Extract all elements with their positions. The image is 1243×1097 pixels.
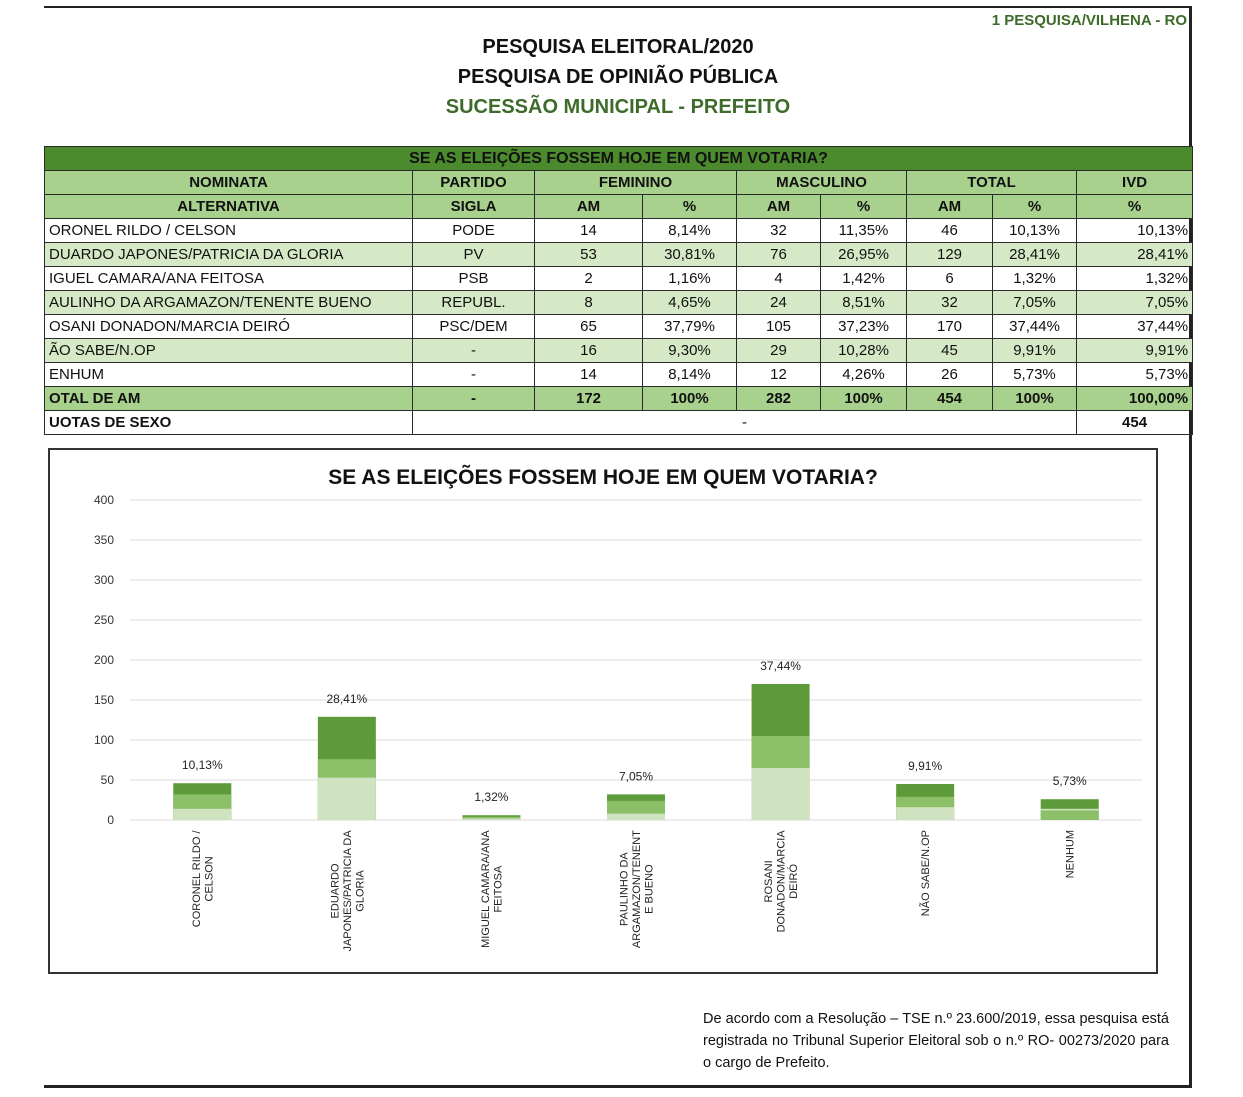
- quota-mid: -: [413, 411, 1077, 435]
- cell-fem-am: 16: [535, 339, 643, 363]
- registration-note: De acordo com a Resolução – TSE n.º 23.600/2019, essa pesquisa está registrada no Tribunal Superior Eleitoral sob o n.º RO- 00273/2020 para o cargo de Prefeito.: [703, 1011, 1169, 1071]
- table-quota-row: [45, 411, 1193, 435]
- cell-candidate: ENHUM: [45, 363, 413, 387]
- cell-candidate: OSANI DONADON/MARCIA DEIRÓ: [45, 315, 413, 339]
- bar-segment: [1041, 810, 1099, 820]
- x-category-label: [1065, 830, 1077, 878]
- cell-party: REPUBL.: [413, 291, 535, 315]
- y-tick-label: 350: [93, 533, 114, 547]
- table-total-row: [45, 387, 1193, 411]
- header-feminino: FEMININO: [535, 171, 737, 195]
- x-category-line: ARGAMAZON/TENENT: [631, 830, 643, 949]
- y-tick-label: 100: [93, 733, 114, 747]
- bar-segment: [752, 768, 810, 820]
- bar-segment: [318, 778, 376, 820]
- title-sub: PESQUISA DE OPINIÃO PÚBLICA: [457, 66, 779, 88]
- cell-mas-am: 12: [737, 363, 821, 387]
- cell-party: PSC/DEM: [413, 315, 535, 339]
- cell-fem-pct: 30,81%: [643, 243, 737, 267]
- header-mas-pct: %: [821, 195, 907, 219]
- cell-mas-am: 29: [737, 339, 821, 363]
- total-fem-pct: 100%: [643, 387, 737, 411]
- table-row: [45, 363, 1193, 387]
- chart-container: [48, 448, 1158, 974]
- cell-party: PV: [413, 243, 535, 267]
- x-category-line: DONADON/MARCIA: [775, 830, 788, 933]
- quota-label: UOTAS DE SEXO: [45, 411, 413, 435]
- header-ivd-pct: %: [1077, 195, 1193, 219]
- x-category-label: [619, 830, 656, 948]
- chart-title: SE AS ELEIÇÕES FOSSEM HOJE EM QUEM VOTARIA?: [328, 466, 878, 489]
- results-table: [44, 146, 1193, 435]
- cell-tot-am: 46: [907, 219, 993, 243]
- x-category-line: NÃO SABE/N.OP: [920, 830, 933, 917]
- cell-mas-am: 32: [737, 219, 821, 243]
- y-tick-label: 150: [93, 693, 114, 707]
- bar-segment: [462, 818, 520, 820]
- cell-party: -: [413, 363, 535, 387]
- total-candidate: OTAL DE AM: [45, 387, 413, 411]
- cell-mas-am: 76: [737, 243, 821, 267]
- x-category-line: CORONEL RILDO /: [191, 830, 204, 928]
- cell-fem-am: 2: [535, 267, 643, 291]
- cell-fem-pct: 37,79%: [643, 315, 737, 339]
- y-tick-label: 200: [93, 653, 114, 667]
- cell-party: PODE: [413, 219, 535, 243]
- table-banner-row: [45, 147, 1193, 171]
- x-category-label: [480, 830, 505, 948]
- data-label: 37,44%: [760, 659, 801, 673]
- bar-chart: [50, 450, 1156, 972]
- bar-segment: [607, 814, 665, 820]
- x-category-line: NENHUM: [1064, 830, 1077, 879]
- data-label: 7,05%: [618, 769, 654, 784]
- header-total: TOTAL: [907, 171, 1077, 195]
- cell-tot-pct: 10,13%: [993, 219, 1077, 243]
- cell-party: -: [413, 339, 535, 363]
- cell-mas-pct: 1,42%: [821, 267, 907, 291]
- quota-value: 454: [1077, 411, 1193, 435]
- x-category-line: GLORIA: [354, 870, 367, 912]
- cell-tot-pct: 9,91%: [993, 339, 1077, 363]
- cell-ivd: 9,91%: [1077, 339, 1193, 363]
- table-header-row-1: [45, 171, 1193, 195]
- x-category-line: PAULINHO DA: [618, 852, 631, 926]
- x-category-line: FEITOSA: [492, 865, 505, 913]
- cell-ivd: 5,73%: [1077, 363, 1193, 387]
- cell-mas-am: 105: [737, 315, 821, 339]
- table-row: [45, 315, 1193, 339]
- cell-mas-am: 4: [737, 267, 821, 291]
- cell-tot-am: 6: [907, 267, 993, 291]
- table-banner: SE AS ELEIÇÕES FOSSEM HOJE EM QUEM VOTARIA?: [45, 147, 1193, 171]
- cell-tot-am: 26: [907, 363, 993, 387]
- total-mas-pct: 100%: [821, 387, 907, 411]
- cell-tot-am: 32: [907, 291, 993, 315]
- cell-fem-pct: 9,30%: [643, 339, 737, 363]
- total-tot-am: 454: [907, 387, 993, 411]
- cell-mas-pct: 10,28%: [821, 339, 907, 363]
- header-tot-pct: %: [993, 195, 1077, 219]
- cell-party: PSB: [413, 267, 535, 291]
- cell-tot-pct: 1,32%: [993, 267, 1077, 291]
- header-tot-am: AM: [907, 195, 993, 219]
- y-tick-label: 50: [100, 773, 114, 787]
- header-mas-am: AM: [737, 195, 821, 219]
- cell-tot-pct: 7,05%: [993, 291, 1077, 315]
- y-tick-label: 400: [93, 493, 114, 507]
- data-label: 10,13%: [181, 758, 223, 773]
- bar-segment: [896, 807, 954, 820]
- cell-tot-am: 45: [907, 339, 993, 363]
- table-row: [45, 219, 1193, 243]
- cell-fem-pct: 1,16%: [643, 267, 737, 291]
- header-alternativa: ALTERNATIVA: [45, 195, 413, 219]
- cell-mas-pct: 26,95%: [821, 243, 907, 267]
- cell-fem-pct: 8,14%: [643, 219, 737, 243]
- survey-id: 1 PESQUISA/VILHENA - RO: [991, 12, 1187, 29]
- header-fem-pct: %: [643, 195, 737, 219]
- total-party: -: [413, 387, 535, 411]
- cell-ivd: 10,13%: [1077, 219, 1193, 243]
- total-ivd: 100,00%: [1077, 387, 1193, 411]
- cell-fem-am: 14: [535, 363, 643, 387]
- cell-fem-am: 14: [535, 219, 643, 243]
- y-tick-label: 250: [93, 613, 114, 627]
- header-masculino: MASCULINO: [737, 171, 907, 195]
- cell-mas-pct: 4,26%: [821, 363, 907, 387]
- total-mas-am: 282: [737, 387, 821, 411]
- cell-ivd: 7,05%: [1077, 291, 1193, 315]
- header-partido: PARTIDO: [413, 171, 535, 195]
- cell-mas-pct: 8,51%: [821, 291, 907, 315]
- data-label: 28,41%: [326, 691, 368, 706]
- cell-candidate: ORONEL RILDO / CELSON: [45, 219, 413, 243]
- x-category-label: [763, 830, 800, 933]
- header-fem-am: AM: [535, 195, 643, 219]
- total-fem-am: 172: [535, 387, 643, 411]
- x-category-line: ROSANI: [763, 860, 776, 903]
- cell-fem-am: 65: [535, 315, 643, 339]
- data-label: 1,32%: [474, 790, 509, 805]
- data-label: 5,73%: [1052, 774, 1087, 789]
- cell-candidate: ÃO SABE/N.OP: [45, 339, 413, 363]
- x-category-label: [329, 830, 366, 952]
- cell-fem-pct: 8,14%: [643, 363, 737, 387]
- x-category-line: JAPONES/PATRICIA DA: [341, 830, 354, 952]
- x-category-line: MIGUEL CAMARA/ANA: [480, 830, 493, 948]
- x-category-label: [191, 830, 216, 928]
- cell-fem-am: 53: [535, 243, 643, 267]
- header-nominata: NOMINATA: [45, 171, 413, 195]
- x-category-label: [919, 830, 932, 916]
- cell-ivd: 1,32%: [1077, 267, 1193, 291]
- table-row: [45, 267, 1193, 291]
- title-main: PESQUISA ELEITORAL/2020: [482, 36, 754, 58]
- cell-tot-pct: 37,44%: [993, 315, 1077, 339]
- x-category-line: EDUARDO: [329, 863, 342, 919]
- table-row: [45, 339, 1193, 363]
- cell-tot-am: 170: [907, 315, 993, 339]
- header-ivd: IVD: [1077, 171, 1193, 195]
- cell-mas-am: 24: [737, 291, 821, 315]
- cell-tot-pct: 28,41%: [993, 243, 1077, 267]
- bar-segment: [173, 809, 231, 820]
- cell-mas-pct: 37,23%: [821, 315, 907, 339]
- total-tot-pct: 100%: [993, 387, 1077, 411]
- cell-ivd: 28,41%: [1077, 243, 1193, 267]
- data-label: 9,91%: [908, 759, 943, 773]
- header-sigla: SIGLA: [413, 195, 535, 219]
- cell-fem-pct: 4,65%: [643, 291, 737, 315]
- x-category-line: CELSON: [203, 856, 216, 902]
- cell-tot-pct: 5,73%: [993, 363, 1077, 387]
- cell-tot-am: 129: [907, 243, 993, 267]
- y-tick-label: 300: [93, 573, 114, 587]
- cell-candidate: AULINHO DA ARGAMAZON/TENENTE BUENO: [45, 291, 413, 315]
- cell-candidate: IGUEL CAMARA/ANA FEITOSA: [45, 267, 413, 291]
- cell-ivd: 37,44%: [1077, 315, 1193, 339]
- title-section: SUCESSÃO MUNICIPAL - PREFEITO: [445, 96, 791, 118]
- x-category-line: E BUENO: [643, 864, 656, 914]
- y-tick-label: 0: [107, 813, 114, 827]
- cell-fem-am: 8: [535, 291, 643, 315]
- x-category-line: DEIRÓ: [788, 863, 801, 899]
- cell-mas-pct: 11,35%: [821, 219, 907, 243]
- table-row: [45, 243, 1193, 267]
- cell-candidate: DUARDO JAPONES/PATRICIA DA GLORIA: [45, 243, 413, 267]
- table-header-row-2: [45, 195, 1193, 219]
- table-row: [45, 291, 1193, 315]
